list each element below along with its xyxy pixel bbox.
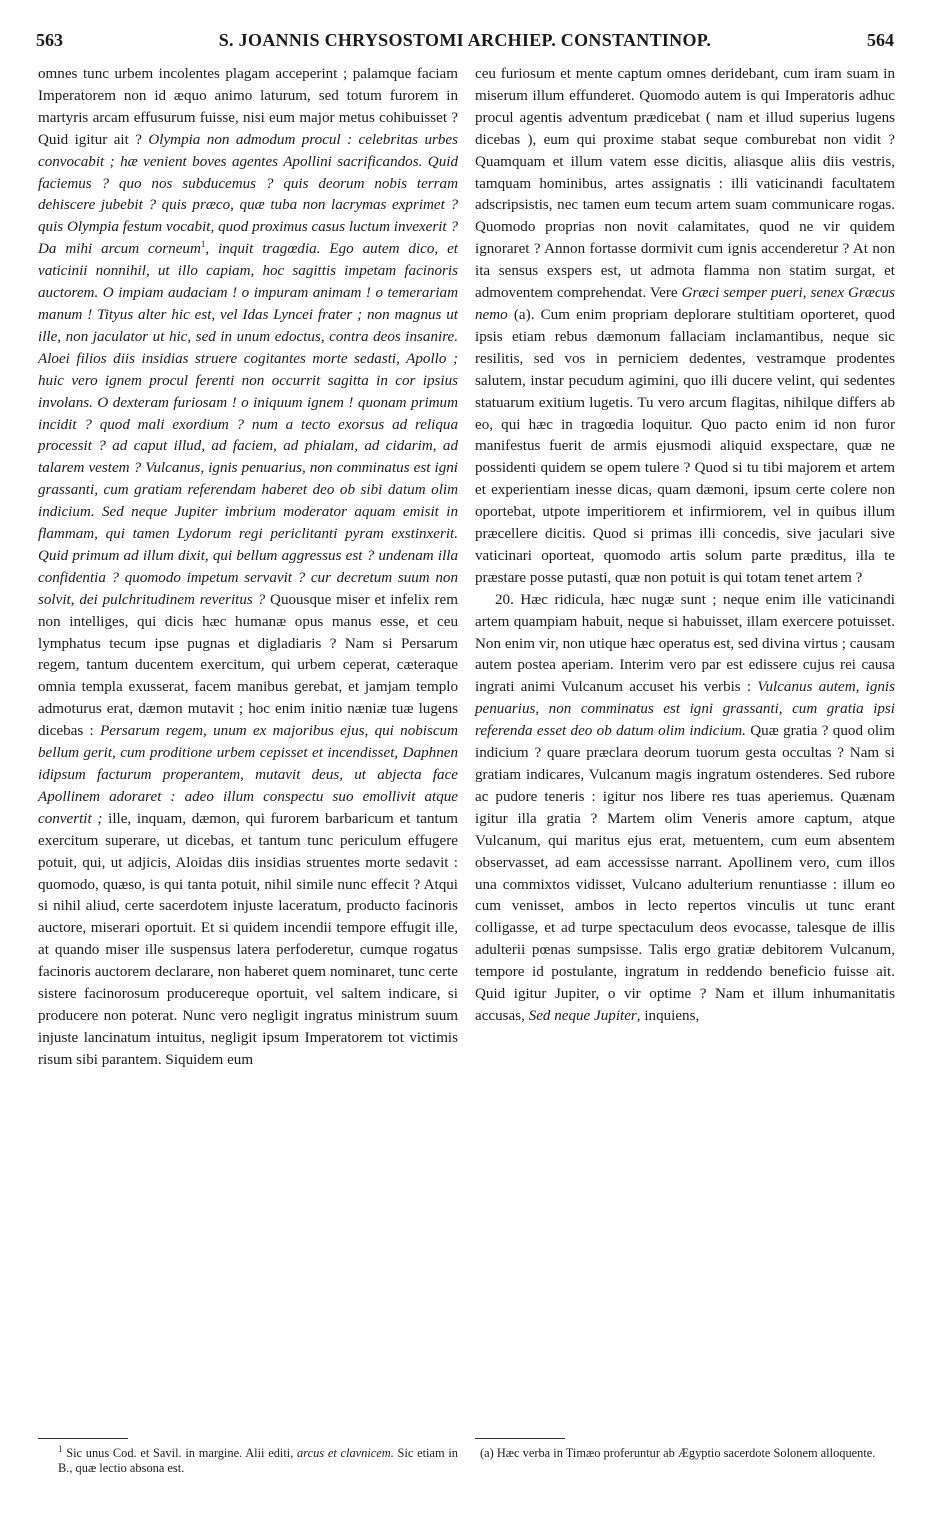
footnote-right xyxy=(480,1446,898,1461)
italic-quote: , inquit tragœdia. Ego autem dico, et vaticinii nonnihil, ut illo capiam, hoc sagittis impetam facinoris auctorem. O impiam audaciam ! o impuram animam ! o temerariam manum ! Tityus alter hic est, vel Idas Lyncei frater ; non magnus ut ille, non jaculator ut hic, sed in unum edoctus, contra deos insanire. Aloei filios diis insidias struere cogitantes morte sedasti, Apollo ; huic vero ignem procul ferenti non occurrit sagitta in cor ipsius involans. O dexteram furiosam ! o iniquum ignem ! quonam primum incidit ? quod mali exordium ? num a tecto exorsus ad reliqua processit ? ad caput illud, ad faciem, ad phialam, ad cidarim, ad talarem vestem ? Vulcanus, ignis penuarius, non comminatus est igni grassanti, cum gratiam referendam haberet deo ob sibi datum olim indicium. Sed neque Jupiter imbrium moderator aquam emisit in flammam, qui tamen Lydorum regi periclitanti pyram exstinxerit. Quid primum ad illum dixit, qui bellum aggressus est ? undenam illa confidentia ? quomodo impetum servavit ? cur decretum suum non solvit, dei pulchritudinem reveritus ? xyxy=(38,241,459,608)
body-text: Hæc ridicula, hæc nugæ sunt ; neque enim ille vaticinandi artem quampiam habuit, neque si habuisset, illam exercere potuisset. Non enim vir, non utique hæc operatus est, sed divina virtus ; causam autem postea aperiam. Interim vero par est edissere cujus rei causa ingrati animi Vulcanum accuset his verbis : xyxy=(475,591,895,696)
page-number-left: 563 xyxy=(36,30,63,50)
section-number: 20. xyxy=(495,591,514,608)
body-text: (a). Cum enim propriam deplorare stultitiam oporteret, quod ipsis etiam rebus dæmonum fallaciam inclamantibus, neque sic resilitis, sed vos in perniciem dedentes, vestramque prodentes salutem, instar pecudum agimini, quo illi ducere velint, qui sedentes statuarum exitium lugetis. Tu vero arcum flagitas, nihilque differs ab eo, qui hæc in tragœdia loquitur. Quo pacto enim id non furor manifestus fuerit de armis ejusmodi aliquid exspectare, quæ ne possidenti quidem se opem tulere ? Quod si tu tibi majorem et artem et experientiam inesse dicas, quam dæmoni, ipsum certe colere non oportebat, utpote imperitiorem et infirmiorem, vel in quibus illum præcellere dicitis. Quod si primas illi concedis, sive jaculari sive vaticinari oporteat, quomodo artis solum parte præditus, illa te præstare posse putasti, quæ non potuit is qui totam tenet artem ? xyxy=(475,306,895,586)
body-text: Quousque miser et infelix rem non intelliges, qui dicis hæc humanæ opus manus esse, et ceu lymphatus tecum ipse pugnas et digladiaris ? Nam si Persarum regem, tantum ducentem exercitum, qui urbem ceperat, cæteraque omnia templa exusserat, facem manibus gerebat, et jamjam templo admoturus erat, dæmon mutavit ; hoc enim initio næniæ tuæ lugens dicebas : xyxy=(38,591,458,740)
italic-quote: Olympia non admodum procul : celebritas urbes convocabit ; hæ venient boves agentes Apollini sacrificandos. Quid faciemus ? quo nos subducemus ? quis deorum nobis terram dehiscere jubebit ? quis præco, quæ tuba non lacrymas exprimet ? quis Olympia festum vocabit, quod proximus casus luctum invexerit ? Da mihi arcum corneum xyxy=(38,131,458,258)
footnote-italic: arcus et clavnicem. xyxy=(297,1446,394,1460)
running-title: S. JOANNIS CHRYSOSTOMI ARCHIEP. CONSTANTINOP. xyxy=(218,30,712,50)
left-column xyxy=(38,64,458,1072)
italic-quote: Persarum regem, unum ex majoribus ejus, qui nobiscum bellum gerit, cum proditione urbem cepisset et incendisset, Daphnen idipsum facturum properantem, mutavit deus, ut abjecta face Apollinem adoraret : adeo illum conspectu suo emollivit atque convertit ; xyxy=(38,723,459,827)
italic-quote: Vulcanus autem, ignis penuarius, non comminatus est igni grassanti, cum gratia ipsi referenda esset deo ob datum olim indicium. xyxy=(475,679,895,740)
paragraph xyxy=(475,64,895,590)
italic-quote: Sed neque Jupiter xyxy=(528,1007,637,1024)
footnote-left xyxy=(58,1443,458,1476)
footnote-rule xyxy=(38,1438,128,1439)
right-column xyxy=(475,64,895,1028)
page-number-right: 564 xyxy=(867,30,894,50)
italic-quote: Græci semper pueri, senex Græcus nemo xyxy=(475,285,895,323)
body-text: , inquiens, xyxy=(636,1007,700,1024)
body-text: ceu furiosum et mente captum omnes deridebant, cum iram suam in miserum illum effunderet. Quomodo autem is qui Imperatoris adhuc procul agentis adventum prædicebat ( nam et illud superius lugens dicebas ), eum qui proxime stabat seque comburebat non vidit ? Quamquam et illum vatem esse dicitis, aliasque aliis diis vestris, tamquam hominibus, artes assignatis : illi vaticinandi facultatem adscripsistis, nec tamen eum tecum artem suam communicare rogas. Quomodo proprias non novit calamitates, quod ne vir quidem ignoraret ? Annon fortasse dormivit cum ignis accenderetur ? At non ita sensus exspers est, ut admota flamma non statim surgat, et admoventem comprehendat. Vere xyxy=(475,66,895,302)
footnote-marker: 1 xyxy=(200,239,206,250)
paragraph-section-20 xyxy=(475,590,895,1028)
footnote-rule xyxy=(475,1438,565,1439)
paragraph xyxy=(38,64,458,1072)
body-text: Quæ gratia ? quod olim indicium ? quare præclara deorum tuorum gesta occultas ? Nam si gratiam indicares, Vulcanum magis ingratum ostenderes. Sed rubore ac pudore teneris : igitur nos libere res tuas aperiemus. Quænam igitur illa gratia ? Martem olim Veneris amore captum, atque Vulcanum, qui maritus ejus erat, metuentem, cum eum absentem observasset, ad eam accessisse narrant. Apollinem vero, cum illos una commixtos vidisset, Vulcano adulterium renuntiasse : illum eo cum venisset, ambos in lecto repertos vinculis ut tunc erant colligasse, et ad turpe spectaculum deos evocasse, talesque de illis adulterii pœnas sumpsisse. Talis ergo gratiæ debitorem Vulcanum, tempore id postulante, ingratum in reddendo beneficio fuisse ait. Quid igitur Jupiter, o vir optime ? Nam et illum inhumanitatis accusas, xyxy=(475,723,895,1024)
body-text: omnes tunc urbem incolentes plagam acceperint ; palamque faciam Imperatorem non id æquo animo laturum, sed totum furorem in martyris arcam effusurum fuisse, nisi eum major metus cohibuisset ? Quid igitur ait ? xyxy=(38,66,458,148)
body-text: ille, inquam, dæmon, qui furorem barbaricum et tantum exercitum superare, ut dicebas, et tantum tunc periculum effugere potuit, qui, ut adjicis, Aloidas diis insidias struentes morte sedavit : quomodo, quæso, is qui tanta potuit, nihil simile nunc effecit ? Atqui si nihil aliud, certe sacerdotem injuste laceratum, producto facinoris auctore, miserari oportuit. Et si quidem incendii tempore effugit ille, at quando miser ille suspensus latera perfoderetur, cumque rogatus facinoris auctorem declarare, non haberet quem nominaret, tunc certe sistere facinorosum producereque oportuit, vel saltem indicare, si producere non poterat. Nunc vero negligit ingratus ministrum suum injuste lancinatum intuitus, negligit ipsum Imperatorem tot victimis risum sibi parantem. Siquidem eum xyxy=(38,810,458,1068)
running-header xyxy=(36,30,894,58)
footnote-marker: 1 xyxy=(58,1443,63,1454)
footnote-text: Sic unus Cod. et Savil. in margine. Alii editi, xyxy=(62,1446,298,1460)
footnote-text: (a) Hæc verba in Timæo proferuntur ab Ægyptio sacerdote Solonem alloquente. xyxy=(480,1446,876,1460)
footnote-text: Sic etiam in B., quæ lectio absona est. xyxy=(58,1446,458,1475)
